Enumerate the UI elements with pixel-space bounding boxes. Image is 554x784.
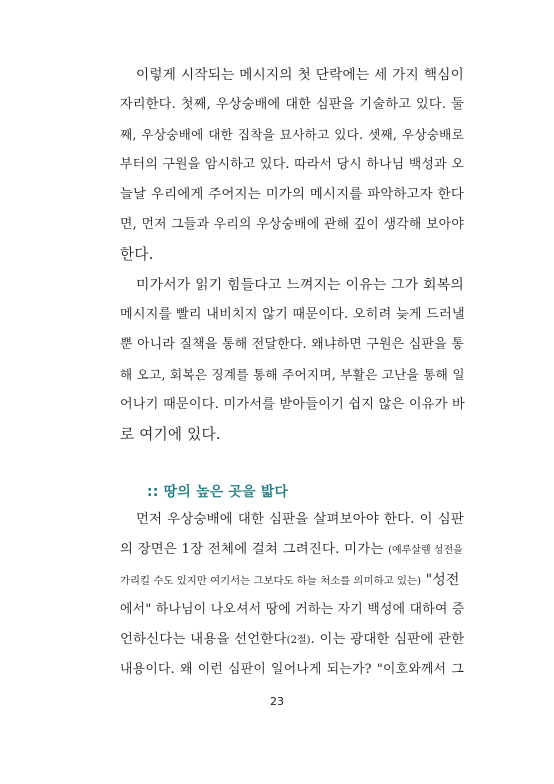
section-line-2-small: (예루살렘 성전을	[388, 545, 463, 556]
paragraph-2-line-5: 어나기 때문이다. 미가서를 받아들이기 쉽지 않은 이유가 바	[120, 397, 465, 412]
paragraph-2-line-2: 메시지를 빨리 내비치지 않기 때문이다. 오히려 늦게 드러낼	[120, 307, 465, 322]
section-line-5-small: (2절)	[286, 635, 311, 646]
paragraph-2-line-4: 해 오고, 회복은 징계를 통해 주어지며, 부활은 고난을 통해 일	[120, 367, 465, 382]
paragraph-2-line-6: 로 여기에 있다.	[120, 426, 221, 443]
section-heading: :: 땅의 높은 곳을 밟다	[147, 484, 289, 500]
section-line-5-a: 언하신다는 내용을 선언한다	[120, 632, 287, 647]
section-line-3	[120, 571, 464, 590]
section-line-4: 에서" 하나님이 나오셔서 땅에 거하는 자기 백성에 대하여 증	[120, 602, 465, 617]
paragraph-1-line-2: 자리한다. 첫째, 우상숭배에 대한 심판을 기술하고 있다. 둘	[120, 97, 464, 112]
paragraph-1-line-3: 째, 우상숭배에 대한 집착을 묘사하고 있다. 셋째, 우상숭배로	[120, 127, 464, 142]
paragraph-1-line-5: 늘날 우리에게 주어지는 미가의 메시지를 파악하고자 한다	[120, 187, 464, 202]
section-line-2	[120, 541, 464, 560]
section-line-5-b: . 이는 광대한 심판에 관한	[310, 632, 465, 647]
page-number: 23	[270, 695, 284, 708]
paragraph-1-line-7: 한다.	[120, 246, 154, 263]
section-line-3-tail: "성전	[425, 572, 460, 588]
section-line-2-text: 의 장면은 1장 전체에 걸쳐 그려진다. 미가는	[120, 542, 384, 557]
paragraph-2-line-1: 미가서가 읽기 힘들다고 느껴지는 이유는 그가 회복의	[136, 277, 464, 293]
section-line-3-small: 가리킬 수도 있지만 여기서는 그보다도 하늘 처소를 의미하고 있는)	[120, 575, 422, 587]
paragraph-1-line-6: 면, 먼저 그들과 우리의 우상숭배에 관해 깊이 생각해 보아야	[120, 217, 464, 232]
paragraph-2-line-3: 뿐 아니라 질책을 통해 전달한다. 왜냐하면 구원은 심판을 통	[120, 337, 464, 352]
paragraph-1-line-1: 이렇게 시작되는 메시지의 첫 단락에는 세 가지 핵심이	[136, 67, 464, 83]
section-line-5	[120, 631, 464, 650]
paragraph-1-line-4: 부터의 구원을 암시하고 있다. 따라서 당시 하나님 백성과 오	[120, 157, 464, 172]
section-line-1: 먼저 우상숭배에 대한 심판을 살펴보아야 한다. 이 심판	[136, 512, 464, 527]
section-line-6: 내용이다. 왜 이런 심판이 일어나게 되는가? "이호와께서 그	[120, 662, 464, 677]
